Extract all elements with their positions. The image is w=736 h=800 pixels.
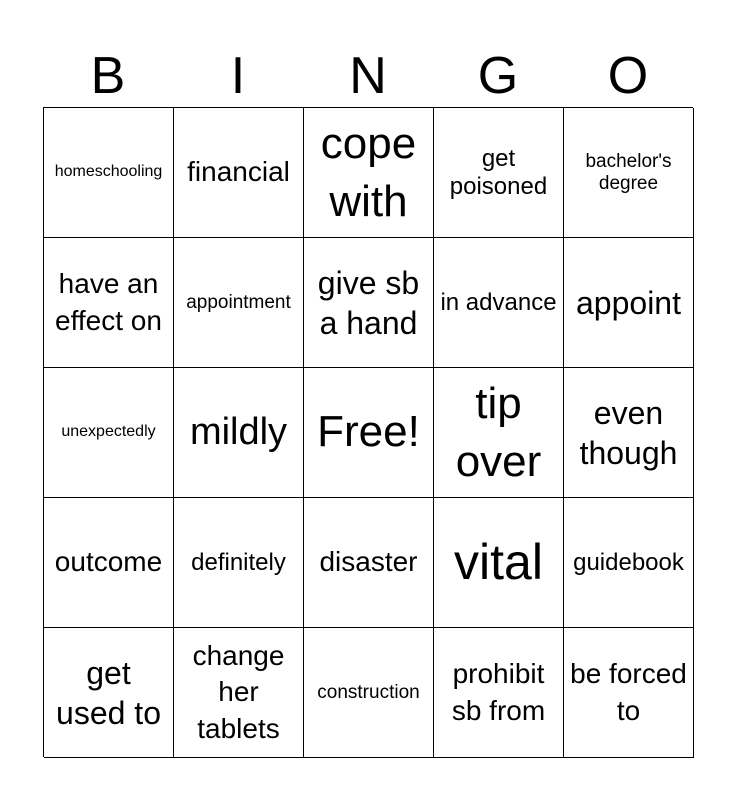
bingo-cell[interactable]: vital <box>434 498 564 628</box>
free-space-cell[interactable]: Free! <box>304 368 434 498</box>
header-letter-i: I <box>230 47 246 105</box>
bingo-cell[interactable]: change her tablets <box>174 628 304 758</box>
bingo-cell[interactable]: have an effect on <box>44 238 174 368</box>
header-letter-o: O <box>607 47 649 105</box>
bingo-cell[interactable]: tip over <box>434 368 564 498</box>
bingo-cell[interactable]: appoint <box>564 238 694 368</box>
bingo-cell[interactable]: bachelor's degree <box>564 108 694 238</box>
bingo-cell[interactable]: outcome <box>44 498 174 628</box>
bingo-cell[interactable]: appointment <box>174 238 304 368</box>
bingo-cell[interactable]: get used to <box>44 628 174 758</box>
bingo-cell[interactable]: in advance <box>434 238 564 368</box>
bingo-board <box>43 107 693 757</box>
bingo-cell[interactable]: give sb a hand <box>304 238 434 368</box>
bingo-header <box>43 44 693 108</box>
header-letter-n: N <box>349 47 387 105</box>
bingo-cell[interactable]: get poisoned <box>434 108 564 238</box>
header-letter-g: G <box>477 47 519 105</box>
bingo-cell[interactable]: financial <box>174 108 304 238</box>
bingo-cell[interactable]: be forced to <box>564 628 694 758</box>
bingo-cell[interactable]: unexpectedly <box>44 368 174 498</box>
bingo-cell[interactable]: disaster <box>304 498 434 628</box>
bingo-cell[interactable]: definitely <box>174 498 304 628</box>
bingo-cell[interactable]: even though <box>564 368 694 498</box>
bingo-cell[interactable]: prohibit sb from <box>434 628 564 758</box>
bingo-cell[interactable]: guidebook <box>564 498 694 628</box>
bingo-cell[interactable]: homeschooling <box>44 108 174 238</box>
header-letter-b: B <box>90 47 126 105</box>
bingo-cell[interactable]: cope with <box>304 108 434 238</box>
bingo-cell[interactable]: construction <box>304 628 434 758</box>
bingo-cell[interactable]: mildly <box>174 368 304 498</box>
